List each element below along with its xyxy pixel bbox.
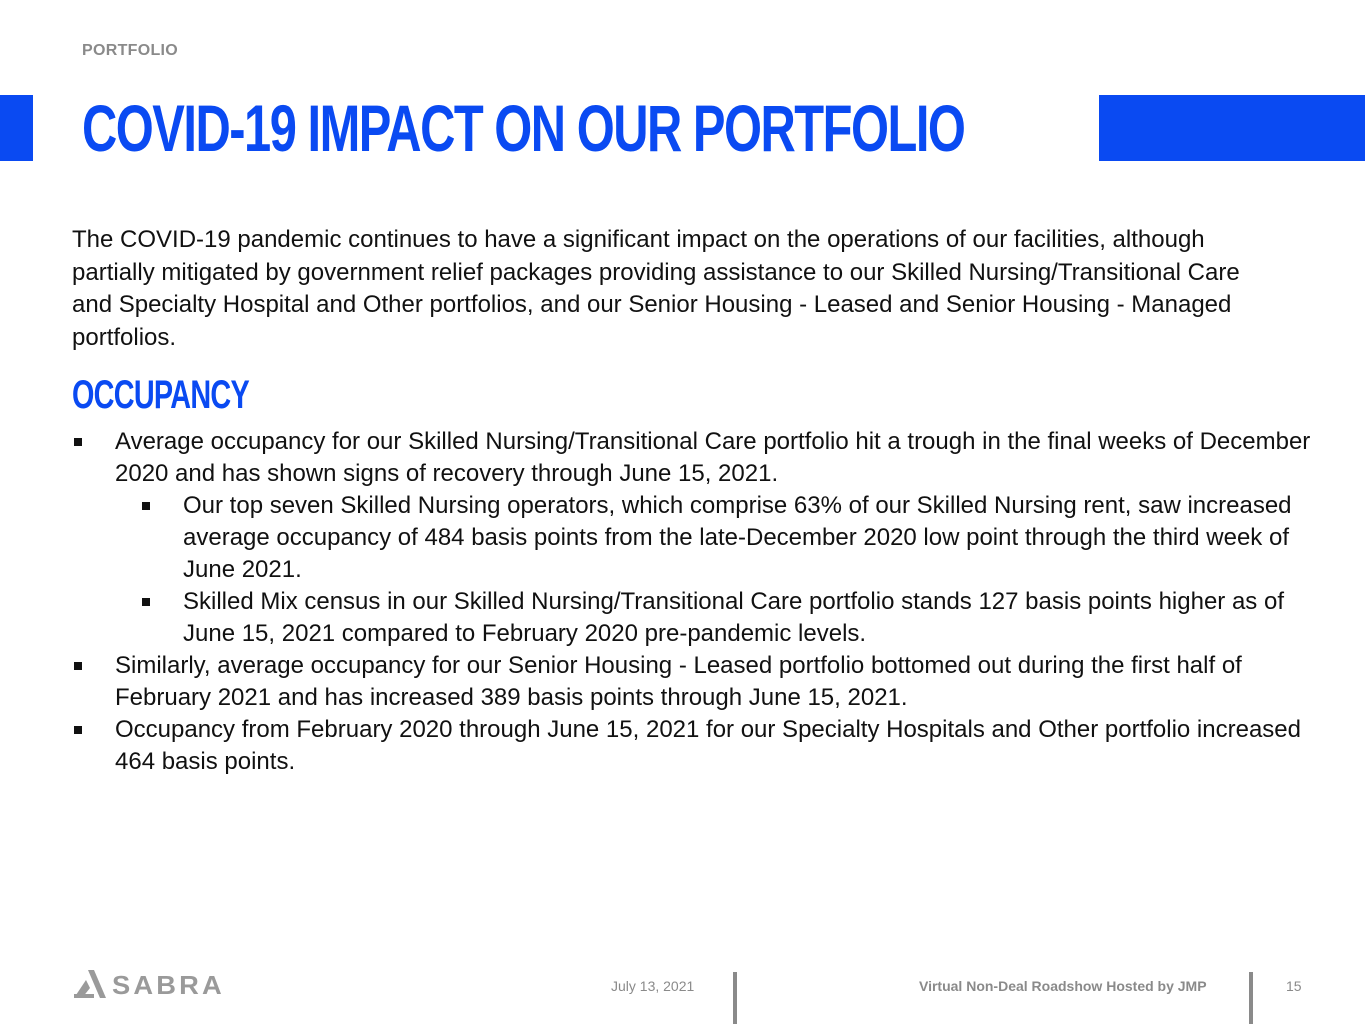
bullet-item bbox=[72, 426, 1312, 490]
square-bullet-icon bbox=[142, 502, 150, 510]
bullet-item bbox=[72, 650, 1312, 714]
footer-date: July 13, 2021 bbox=[611, 978, 695, 994]
occupancy-heading: OCCUPANCY bbox=[72, 373, 249, 417]
square-bullet-icon bbox=[142, 598, 150, 606]
page-title: COVID-19 IMPACT ON OUR PORTFOLIO bbox=[82, 91, 965, 165]
section-label: PORTFOLIO bbox=[82, 42, 179, 59]
bullet-text: Occupancy from February 2020 through June 15, 2021 for our Specialty Hospitals and Other portfolio increased 464 basis points. bbox=[115, 716, 1301, 775]
square-bullet-icon bbox=[74, 662, 82, 670]
sub-bullet-item bbox=[72, 490, 1312, 586]
square-bullet-icon bbox=[74, 438, 82, 446]
bullet-item bbox=[72, 714, 1312, 778]
sabra-logo-mark-icon bbox=[72, 968, 108, 1002]
sabra-logo-text: SABRA bbox=[112, 970, 225, 1000]
sub-bullet-text: Skilled Mix census in our Skilled Nursing/Transitional Care portfolio stands 127 basis points higher as of June 15, 2021 compared to February 2020 pre-pandemic levels. bbox=[183, 588, 1284, 647]
bullet-text: Average occupancy for our Skilled Nursing/Transitional Care portfolio hit a trough in the final weeks of December 2020 and has shown signs of recovery through June 15, 2021. bbox=[115, 428, 1311, 487]
intro-paragraph: The COVID-19 pandemic continues to have a significant impact on the operations of our facilities, although partially mitigated by government relief packages providing assistance to our Skilled Nursing/Transitional Care and Specialty Hospital and Other portfolios, and our Senior Housing - Leased and Senior Housing - Managed portfolios. bbox=[72, 226, 1240, 351]
footer-event-name: Virtual Non-Deal Roadshow Hosted by JMP bbox=[919, 978, 1207, 994]
page-number: 15 bbox=[1286, 978, 1302, 994]
footer-divider bbox=[1249, 972, 1253, 1024]
right-accent-bar bbox=[1099, 95, 1365, 161]
sabra-logo bbox=[72, 968, 232, 1002]
bullet-text: Similarly, average occupancy for our Senior Housing - Leased portfolio bottomed out during the first half of February 2021 and has increased 389 basis points through June 15, 2021. bbox=[115, 652, 1242, 711]
sub-bullet-text: Our top seven Skilled Nursing operators, which comprise 63% of our Skilled Nursing rent, saw increased average occupancy of 484 basis points from the late-December 2020 low point through the third week of June 2021. bbox=[183, 492, 1292, 583]
occupancy-bullet-list bbox=[72, 426, 1312, 778]
square-bullet-icon bbox=[74, 726, 82, 734]
footer-divider bbox=[733, 972, 737, 1024]
left-accent-bar bbox=[0, 95, 33, 161]
sub-bullet-item bbox=[72, 586, 1312, 650]
